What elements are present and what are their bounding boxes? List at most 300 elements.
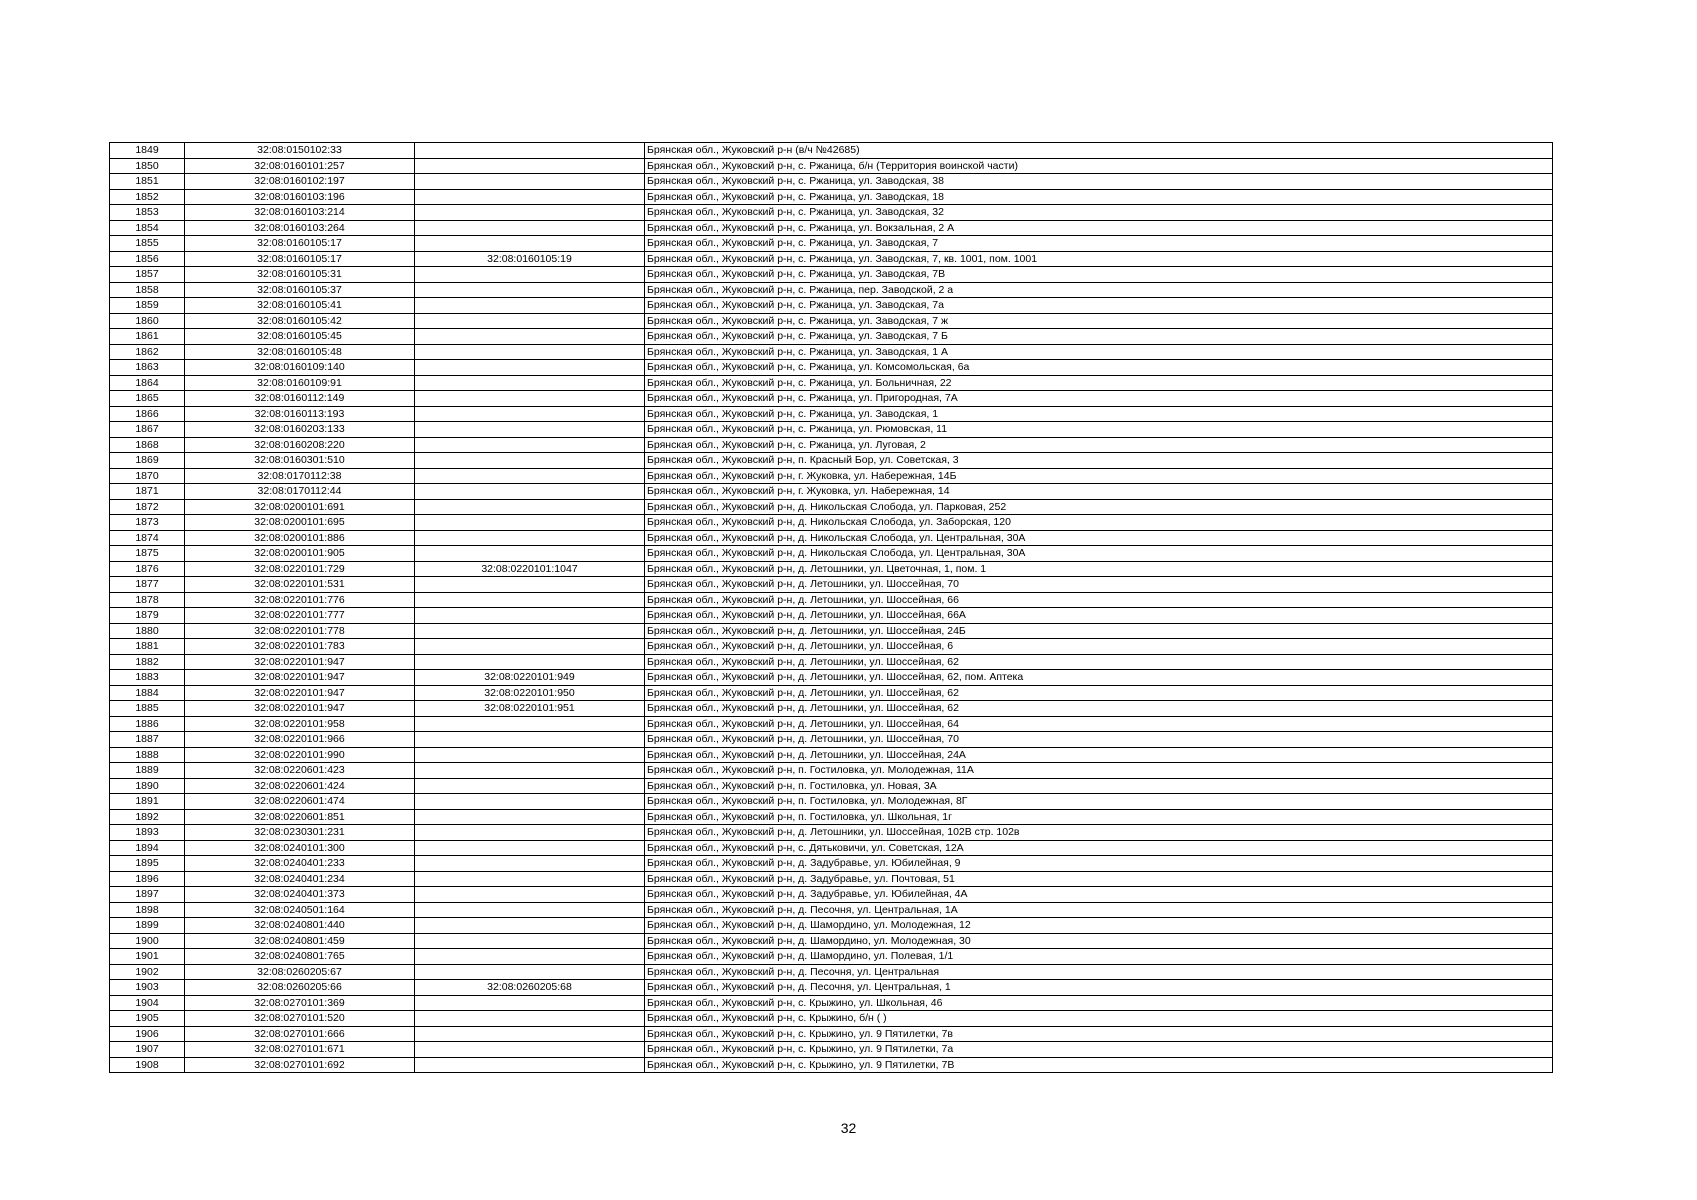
room-cadastral-number-cell bbox=[415, 592, 645, 608]
cadastral-number-cell: 32:08:0160103:214 bbox=[185, 205, 415, 221]
room-cadastral-number-cell bbox=[415, 406, 645, 422]
address-cell: Брянская обл., Жуковский р-н, д. Летошники, ул. Шоссейная, 70 bbox=[645, 732, 1553, 748]
room-cadastral-number-cell bbox=[415, 825, 645, 841]
cadastral-number-cell: 32:08:0160105:37 bbox=[185, 282, 415, 298]
room-cadastral-number-cell bbox=[415, 995, 645, 1011]
row-number-cell: 1864 bbox=[110, 375, 185, 391]
cadastral-number-cell: 32:08:0220101:778 bbox=[185, 623, 415, 639]
address-cell: Брянская обл., Жуковский р-н, д. Летошники, ул. Цветочная, 1, пом. 1 bbox=[645, 561, 1553, 577]
room-cadastral-number-cell bbox=[415, 360, 645, 376]
table-row bbox=[110, 933, 1553, 949]
row-number-cell: 1884 bbox=[110, 685, 185, 701]
table-row bbox=[110, 282, 1553, 298]
address-cell: Брянская обл., Жуковский р-н, с. Крыжино, ул. 9 Пятилетки, 7В bbox=[645, 1057, 1553, 1073]
address-cell: Брянская обл., Жуковский р-н, с. Крыжино, ул. 9 Пятилетки, 7в bbox=[645, 1026, 1553, 1042]
row-number-cell: 1880 bbox=[110, 623, 185, 639]
cadastral-number-cell: 32:08:0220101:947 bbox=[185, 670, 415, 686]
row-number-cell: 1850 bbox=[110, 158, 185, 174]
table-row bbox=[110, 980, 1553, 996]
table-row bbox=[110, 437, 1553, 453]
table-row bbox=[110, 670, 1553, 686]
address-cell: Брянская обл., Жуковский р-н (в/ч №42685) bbox=[645, 143, 1553, 159]
room-cadastral-number-cell bbox=[415, 623, 645, 639]
row-number-cell: 1886 bbox=[110, 716, 185, 732]
room-cadastral-number-cell bbox=[415, 391, 645, 407]
row-number-cell: 1870 bbox=[110, 468, 185, 484]
table-row bbox=[110, 1026, 1553, 1042]
table-row bbox=[110, 484, 1553, 500]
row-number-cell: 1888 bbox=[110, 747, 185, 763]
cadastral-number-cell: 32:08:0220101:776 bbox=[185, 592, 415, 608]
address-cell: Брянская обл., Жуковский р-н, г. Жуковка, ул. Набережная, 14 bbox=[645, 484, 1553, 500]
cadastral-number-cell: 32:08:0220601:474 bbox=[185, 794, 415, 810]
row-number-cell: 1895 bbox=[110, 856, 185, 872]
address-cell: Брянская обл., Жуковский р-н, д. Летошники, ул. Шоссейная, 66 bbox=[645, 592, 1553, 608]
cadastral-number-cell: 32:08:0270101:369 bbox=[185, 995, 415, 1011]
cadastral-number-cell: 32:08:0270101:671 bbox=[185, 1042, 415, 1058]
row-number-cell: 1851 bbox=[110, 174, 185, 190]
row-number-cell: 1853 bbox=[110, 205, 185, 221]
address-cell: Брянская обл., Жуковский р-н, д. Летошники, ул. Шоссейная, 62, пом. Аптека bbox=[645, 670, 1553, 686]
room-cadastral-number-cell bbox=[415, 530, 645, 546]
table-row bbox=[110, 344, 1553, 360]
address-cell: Брянская обл., Жуковский р-н, д. Летошники, ул. Шоссейная, 24Б bbox=[645, 623, 1553, 639]
table-row bbox=[110, 639, 1553, 655]
address-cell: Брянская обл., Жуковский р-н, д. Задубравье, ул. Почтовая, 51 bbox=[645, 871, 1553, 887]
cadastral-number-cell: 32:08:0160105:17 bbox=[185, 236, 415, 252]
table-row bbox=[110, 825, 1553, 841]
address-cell: Брянская обл., Жуковский р-н, д. Задубравье, ул. Юбилейная, 4А bbox=[645, 887, 1553, 903]
table-row bbox=[110, 840, 1553, 856]
cadastral-number-cell: 32:08:0270101:520 bbox=[185, 1011, 415, 1027]
address-cell: Брянская обл., Жуковский р-н, с. Ржаница, б/н (Территория воинской части) bbox=[645, 158, 1553, 174]
table-row bbox=[110, 871, 1553, 887]
room-cadastral-number-cell bbox=[415, 763, 645, 779]
address-cell: Брянская обл., Жуковский р-н, д. Шамордино, ул. Молодежная, 12 bbox=[645, 918, 1553, 934]
cadastral-number-cell: 32:08:0220101:947 bbox=[185, 654, 415, 670]
cadastral-number-cell: 32:08:0160109:91 bbox=[185, 375, 415, 391]
room-cadastral-number-cell bbox=[415, 887, 645, 903]
address-cell: Брянская обл., Жуковский р-н, с. Ржаница, ул. Больничная, 22 bbox=[645, 375, 1553, 391]
cadastral-number-cell: 32:08:0240401:233 bbox=[185, 856, 415, 872]
cadastral-number-cell: 32:08:0220601:424 bbox=[185, 778, 415, 794]
table-row bbox=[110, 174, 1553, 190]
room-cadastral-number-cell: 32:08:0260205:68 bbox=[415, 980, 645, 996]
cadastral-number-cell: 32:08:0220101:958 bbox=[185, 716, 415, 732]
address-cell: Брянская обл., Жуковский р-н, с. Ржаница, ул. Заводская, 7а bbox=[645, 298, 1553, 314]
row-number-cell: 1865 bbox=[110, 391, 185, 407]
cadastral-number-cell: 32:08:0160101:257 bbox=[185, 158, 415, 174]
row-number-cell: 1906 bbox=[110, 1026, 185, 1042]
address-cell: Брянская обл., Жуковский р-н, д. Летошники, ул. Шоссейная, 64 bbox=[645, 716, 1553, 732]
row-number-cell: 1860 bbox=[110, 313, 185, 329]
cadastral-number-cell: 32:08:0200101:905 bbox=[185, 546, 415, 562]
row-number-cell: 1905 bbox=[110, 1011, 185, 1027]
table-row bbox=[110, 499, 1553, 515]
address-cell: Брянская обл., Жуковский р-н, с. Ржаница, ул. Вокзальная, 2 А bbox=[645, 220, 1553, 236]
room-cadastral-number-cell bbox=[415, 639, 645, 655]
row-number-cell: 1892 bbox=[110, 809, 185, 825]
row-number-cell: 1871 bbox=[110, 484, 185, 500]
table-row bbox=[110, 360, 1553, 376]
row-number-cell: 1903 bbox=[110, 980, 185, 996]
table-row bbox=[110, 329, 1553, 345]
address-cell: Брянская обл., Жуковский р-н, п. Гостиловка, ул. Молодежная, 8Г bbox=[645, 794, 1553, 810]
row-number-cell: 1876 bbox=[110, 561, 185, 577]
address-cell: Брянская обл., Жуковский р-н, с. Ржаница, ул. Рюмовская, 11 bbox=[645, 422, 1553, 438]
cadastral-number-cell: 32:08:0260205:67 bbox=[185, 964, 415, 980]
cadastral-number-cell: 32:08:0160105:48 bbox=[185, 344, 415, 360]
table-row bbox=[110, 995, 1553, 1011]
table-row bbox=[110, 887, 1553, 903]
row-number-cell: 1875 bbox=[110, 546, 185, 562]
table-row bbox=[110, 918, 1553, 934]
cadastral-number-cell: 32:08:0200101:691 bbox=[185, 499, 415, 515]
table-row bbox=[110, 716, 1553, 732]
address-cell: Брянская обл., Жуковский р-н, с. Крыжино, б/н ( ) bbox=[645, 1011, 1553, 1027]
address-cell: Брянская обл., Жуковский р-н, п. Гостиловка, ул. Новая, 3А bbox=[645, 778, 1553, 794]
room-cadastral-number-cell: 32:08:0220101:1047 bbox=[415, 561, 645, 577]
room-cadastral-number-cell bbox=[415, 158, 645, 174]
room-cadastral-number-cell bbox=[415, 468, 645, 484]
room-cadastral-number-cell bbox=[415, 964, 645, 980]
table-row bbox=[110, 189, 1553, 205]
cadastral-number-cell: 32:08:0200101:886 bbox=[185, 530, 415, 546]
cadastral-number-cell: 32:08:0160208:220 bbox=[185, 437, 415, 453]
row-number-cell: 1882 bbox=[110, 654, 185, 670]
row-number-cell: 1854 bbox=[110, 220, 185, 236]
table-row bbox=[110, 143, 1553, 159]
address-cell: Брянская обл., Жуковский р-н, с. Крыжино, ул. Школьная, 46 bbox=[645, 995, 1553, 1011]
cadastral-number-cell: 32:08:0200101:695 bbox=[185, 515, 415, 531]
room-cadastral-number-cell bbox=[415, 747, 645, 763]
cadastral-number-cell: 32:08:0220101:966 bbox=[185, 732, 415, 748]
table-row bbox=[110, 964, 1553, 980]
row-number-cell: 1872 bbox=[110, 499, 185, 515]
table-row bbox=[110, 778, 1553, 794]
row-number-cell: 1862 bbox=[110, 344, 185, 360]
table-body bbox=[110, 143, 1553, 1073]
cadastral-number-cell: 32:08:0240801:440 bbox=[185, 918, 415, 934]
address-cell: Брянская обл., Жуковский р-н, д. Никольская Слобода, ул. Центральная, 30А bbox=[645, 546, 1553, 562]
room-cadastral-number-cell bbox=[415, 949, 645, 965]
table-row bbox=[110, 747, 1553, 763]
row-number-cell: 1907 bbox=[110, 1042, 185, 1058]
cadastral-number-cell: 32:08:0270101:666 bbox=[185, 1026, 415, 1042]
address-cell: Брянская обл., Жуковский р-н, с. Дятьковичи, ул. Советская, 12А bbox=[645, 840, 1553, 856]
address-cell: Брянская обл., Жуковский р-н, с. Ржаница, ул. Заводская, 7В bbox=[645, 267, 1553, 283]
row-number-cell: 1900 bbox=[110, 933, 185, 949]
row-number-cell: 1849 bbox=[110, 143, 185, 159]
row-number-cell: 1852 bbox=[110, 189, 185, 205]
row-number-cell: 1898 bbox=[110, 902, 185, 918]
address-cell: Брянская обл., Жуковский р-н, с. Ржаница, ул. Пригородная, 7А bbox=[645, 391, 1553, 407]
room-cadastral-number-cell bbox=[415, 344, 645, 360]
address-cell: Брянская обл., Жуковский р-н, п. Гостиловка, ул. Школьная, 1г bbox=[645, 809, 1553, 825]
room-cadastral-number-cell bbox=[415, 453, 645, 469]
table-row bbox=[110, 794, 1553, 810]
address-cell: Брянская обл., Жуковский р-н, д. Летошники, ул. Шоссейная, 62 bbox=[645, 654, 1553, 670]
address-cell: Брянская обл., Жуковский р-н, д. Летошники, ул. Шоссейная, 62 bbox=[645, 701, 1553, 717]
cadastral-number-cell: 32:08:0160103:196 bbox=[185, 189, 415, 205]
table-row bbox=[110, 809, 1553, 825]
row-number-cell: 1883 bbox=[110, 670, 185, 686]
address-cell: Брянская обл., Жуковский р-н, с. Ржаница, ул. Заводская, 1 bbox=[645, 406, 1553, 422]
table-row bbox=[110, 515, 1553, 531]
cadastral-number-cell: 32:08:0220601:851 bbox=[185, 809, 415, 825]
table-row bbox=[110, 701, 1553, 717]
room-cadastral-number-cell bbox=[415, 298, 645, 314]
cadastral-number-cell: 32:08:0220101:783 bbox=[185, 639, 415, 655]
cadastral-number-cell: 32:08:0160105:41 bbox=[185, 298, 415, 314]
property-table bbox=[109, 142, 1553, 1073]
row-number-cell: 1889 bbox=[110, 763, 185, 779]
cadastral-number-cell: 32:08:0160102:197 bbox=[185, 174, 415, 190]
address-cell: Брянская обл., Жуковский р-н, д. Летошники, ул. Шоссейная, 66А bbox=[645, 608, 1553, 624]
row-number-cell: 1861 bbox=[110, 329, 185, 345]
table-row bbox=[110, 422, 1553, 438]
cadastral-number-cell: 32:08:0160112:149 bbox=[185, 391, 415, 407]
address-cell: Брянская обл., Жуковский р-н, д. Песочня, ул. Центральная, 1 bbox=[645, 980, 1553, 996]
table-row bbox=[110, 949, 1553, 965]
address-cell: Брянская обл., Жуковский р-н, д. Песочня, ул. Центральная bbox=[645, 964, 1553, 980]
address-cell: Брянская обл., Жуковский р-н, д. Летошники, ул. Шоссейная, 70 bbox=[645, 577, 1553, 593]
cadastral-number-cell: 32:08:0160203:133 bbox=[185, 422, 415, 438]
row-number-cell: 1867 bbox=[110, 422, 185, 438]
cadastral-number-cell: 32:08:0230301:231 bbox=[185, 825, 415, 841]
table-row bbox=[110, 406, 1553, 422]
row-number-cell: 1908 bbox=[110, 1057, 185, 1073]
table-row bbox=[110, 856, 1553, 872]
cadastral-number-cell: 32:08:0240401:234 bbox=[185, 871, 415, 887]
row-number-cell: 1868 bbox=[110, 437, 185, 453]
row-number-cell: 1856 bbox=[110, 251, 185, 267]
table-row bbox=[110, 902, 1553, 918]
table-row bbox=[110, 313, 1553, 329]
row-number-cell: 1897 bbox=[110, 887, 185, 903]
cadastral-number-cell: 32:08:0240501:164 bbox=[185, 902, 415, 918]
cadastral-number-cell: 32:08:0160105:45 bbox=[185, 329, 415, 345]
address-cell: Брянская обл., Жуковский р-н, г. Жуковка, ул. Набережная, 14Б bbox=[645, 468, 1553, 484]
room-cadastral-number-cell bbox=[415, 220, 645, 236]
address-cell: Брянская обл., Жуковский р-н, д. Никольская Слобода, ул. Парковая, 252 bbox=[645, 499, 1553, 515]
address-cell: Брянская обл., Жуковский р-н, с. Ржаница, ул. Заводская, 7, кв. 1001, пом. 1001 bbox=[645, 251, 1553, 267]
room-cadastral-number-cell bbox=[415, 499, 645, 515]
table-row bbox=[110, 267, 1553, 283]
address-cell: Брянская обл., Жуковский р-н, д. Никольская Слобода, ул. Заборская, 120 bbox=[645, 515, 1553, 531]
row-number-cell: 1891 bbox=[110, 794, 185, 810]
table-row bbox=[110, 468, 1553, 484]
cadastral-number-cell: 32:08:0220101:531 bbox=[185, 577, 415, 593]
room-cadastral-number-cell bbox=[415, 778, 645, 794]
address-cell: Брянская обл., Жуковский р-н, с. Ржаница, ул. Заводская, 1 А bbox=[645, 344, 1553, 360]
row-number-cell: 1890 bbox=[110, 778, 185, 794]
table-row bbox=[110, 546, 1553, 562]
room-cadastral-number-cell bbox=[415, 1011, 645, 1027]
address-cell: Брянская обл., Жуковский р-н, д. Летошники, ул. Шоссейная, 6 bbox=[645, 639, 1553, 655]
row-number-cell: 1869 bbox=[110, 453, 185, 469]
cadastral-number-cell: 32:08:0220101:729 bbox=[185, 561, 415, 577]
room-cadastral-number-cell bbox=[415, 577, 645, 593]
table-row bbox=[110, 763, 1553, 779]
address-cell: Брянская обл., Жуковский р-н, с. Ржаница, ул. Луговая, 2 bbox=[645, 437, 1553, 453]
cadastral-number-cell: 32:08:0220601:423 bbox=[185, 763, 415, 779]
row-number-cell: 1896 bbox=[110, 871, 185, 887]
row-number-cell: 1893 bbox=[110, 825, 185, 841]
table-row bbox=[110, 391, 1553, 407]
row-number-cell: 1901 bbox=[110, 949, 185, 965]
row-number-cell: 1874 bbox=[110, 530, 185, 546]
table-row bbox=[110, 1057, 1553, 1073]
address-cell: Брянская обл., Жуковский р-н, с. Ржаница, пер. Заводской, 2 а bbox=[645, 282, 1553, 298]
address-cell: Брянская обл., Жуковский р-н, с. Ржаница, ул. Заводская, 38 bbox=[645, 174, 1553, 190]
address-cell: Брянская обл., Жуковский р-н, с. Крыжино, ул. 9 Пятилетки, 7а bbox=[645, 1042, 1553, 1058]
table-row bbox=[110, 1011, 1553, 1027]
cadastral-number-cell: 32:08:0240401:373 bbox=[185, 887, 415, 903]
room-cadastral-number-cell bbox=[415, 484, 645, 500]
room-cadastral-number-cell bbox=[415, 1042, 645, 1058]
row-number-cell: 1866 bbox=[110, 406, 185, 422]
row-number-cell: 1859 bbox=[110, 298, 185, 314]
room-cadastral-number-cell bbox=[415, 933, 645, 949]
row-number-cell: 1899 bbox=[110, 918, 185, 934]
room-cadastral-number-cell bbox=[415, 282, 645, 298]
table-row bbox=[110, 561, 1553, 577]
room-cadastral-number-cell bbox=[415, 189, 645, 205]
row-number-cell: 1877 bbox=[110, 577, 185, 593]
cadastral-number-cell: 32:08:0170112:38 bbox=[185, 468, 415, 484]
cadastral-number-cell: 32:08:0160105:17 bbox=[185, 251, 415, 267]
address-cell: Брянская обл., Жуковский р-н, д. Задубравье, ул. Юбилейная, 9 bbox=[645, 856, 1553, 872]
address-cell: Брянская обл., Жуковский р-н, с. Ржаница, ул. Заводская, 7 Б bbox=[645, 329, 1553, 345]
page-number: 32 bbox=[840, 1120, 857, 1136]
room-cadastral-number-cell bbox=[415, 143, 645, 159]
cadastral-number-cell: 32:08:0220101:947 bbox=[185, 685, 415, 701]
address-cell: Брянская обл., Жуковский р-н, д. Летошники, ул. Шоссейная, 24А bbox=[645, 747, 1553, 763]
room-cadastral-number-cell bbox=[415, 654, 645, 670]
address-cell: Брянская обл., Жуковский р-н, д. Шамордино, ул. Молодежная, 30 bbox=[645, 933, 1553, 949]
room-cadastral-number-cell bbox=[415, 329, 645, 345]
address-cell: Брянская обл., Жуковский р-н, д. Летошники, ул. Шоссейная, 62 bbox=[645, 685, 1553, 701]
room-cadastral-number-cell bbox=[415, 794, 645, 810]
table-row bbox=[110, 654, 1553, 670]
room-cadastral-number-cell bbox=[415, 732, 645, 748]
row-number-cell: 1873 bbox=[110, 515, 185, 531]
room-cadastral-number-cell bbox=[415, 840, 645, 856]
table-row bbox=[110, 592, 1553, 608]
room-cadastral-number-cell bbox=[415, 205, 645, 221]
address-cell: Брянская обл., Жуковский р-н, д. Никольская Слобода, ул. Центральная, 30А bbox=[645, 530, 1553, 546]
address-cell: Брянская обл., Жуковский р-н, с. Ржаница, ул. Заводская, 32 bbox=[645, 205, 1553, 221]
cadastral-number-cell: 32:08:0260205:66 bbox=[185, 980, 415, 996]
cadastral-number-cell: 32:08:0220101:947 bbox=[185, 701, 415, 717]
cadastral-number-cell: 32:08:0220101:777 bbox=[185, 608, 415, 624]
table-row bbox=[110, 685, 1553, 701]
address-cell: Брянская обл., Жуковский р-н, с. Ржаница, ул. Комсомольская, 6а bbox=[645, 360, 1553, 376]
cadastral-number-cell: 32:08:0160105:42 bbox=[185, 313, 415, 329]
room-cadastral-number-cell bbox=[415, 515, 645, 531]
room-cadastral-number-cell bbox=[415, 546, 645, 562]
table-row bbox=[110, 608, 1553, 624]
room-cadastral-number-cell bbox=[415, 375, 645, 391]
cadastral-number-cell: 32:08:0160103:264 bbox=[185, 220, 415, 236]
table-row bbox=[110, 1042, 1553, 1058]
address-cell: Брянская обл., Жуковский р-н, с. Ржаница, ул. Заводская, 7 ж bbox=[645, 313, 1553, 329]
room-cadastral-number-cell: 32:08:0160105:19 bbox=[415, 251, 645, 267]
room-cadastral-number-cell bbox=[415, 809, 645, 825]
table-row bbox=[110, 158, 1553, 174]
cadastral-number-cell: 32:08:0160113:193 bbox=[185, 406, 415, 422]
address-cell: Брянская обл., Жуковский р-н, п. Красный Бор, ул. Советская, 3 bbox=[645, 453, 1553, 469]
table-row bbox=[110, 375, 1553, 391]
row-number-cell: 1881 bbox=[110, 639, 185, 655]
table-row bbox=[110, 251, 1553, 267]
room-cadastral-number-cell bbox=[415, 437, 645, 453]
table-row bbox=[110, 732, 1553, 748]
room-cadastral-number-cell: 32:08:0220101:949 bbox=[415, 670, 645, 686]
cadastral-number-cell: 32:08:0220101:990 bbox=[185, 747, 415, 763]
address-cell: Брянская обл., Жуковский р-н, п. Гостиловка, ул. Молодежная, 11А bbox=[645, 763, 1553, 779]
room-cadastral-number-cell bbox=[415, 422, 645, 438]
room-cadastral-number-cell: 32:08:0220101:951 bbox=[415, 701, 645, 717]
room-cadastral-number-cell bbox=[415, 174, 645, 190]
row-number-cell: 1879 bbox=[110, 608, 185, 624]
room-cadastral-number-cell bbox=[415, 918, 645, 934]
address-cell: Брянская обл., Жуковский р-н, д. Летошники, ул. Шоссейная, 102В стр. 102в bbox=[645, 825, 1553, 841]
cadastral-number-cell: 32:08:0270101:692 bbox=[185, 1057, 415, 1073]
room-cadastral-number-cell bbox=[415, 716, 645, 732]
row-number-cell: 1894 bbox=[110, 840, 185, 856]
room-cadastral-number-cell bbox=[415, 608, 645, 624]
row-number-cell: 1858 bbox=[110, 282, 185, 298]
address-cell: Брянская обл., Жуковский р-н, д. Песочня, ул. Центральная, 1А bbox=[645, 902, 1553, 918]
cadastral-number-cell: 32:08:0160301:510 bbox=[185, 453, 415, 469]
row-number-cell: 1904 bbox=[110, 995, 185, 1011]
room-cadastral-number-cell bbox=[415, 871, 645, 887]
address-cell: Брянская обл., Жуковский р-н, с. Ржаница, ул. Заводская, 18 bbox=[645, 189, 1553, 205]
room-cadastral-number-cell bbox=[415, 1026, 645, 1042]
table-row bbox=[110, 205, 1553, 221]
row-number-cell: 1885 bbox=[110, 701, 185, 717]
cadastral-number-cell: 32:08:0160109:140 bbox=[185, 360, 415, 376]
row-number-cell: 1855 bbox=[110, 236, 185, 252]
row-number-cell: 1878 bbox=[110, 592, 185, 608]
address-cell: Брянская обл., Жуковский р-н, с. Ржаница, ул. Заводская, 7 bbox=[645, 236, 1553, 252]
room-cadastral-number-cell: 32:08:0220101:950 bbox=[415, 685, 645, 701]
row-number-cell: 1887 bbox=[110, 732, 185, 748]
table-row bbox=[110, 453, 1553, 469]
cadastral-number-cell: 32:08:0160105:31 bbox=[185, 267, 415, 283]
row-number-cell: 1902 bbox=[110, 964, 185, 980]
table-row bbox=[110, 623, 1553, 639]
room-cadastral-number-cell bbox=[415, 267, 645, 283]
table-row bbox=[110, 298, 1553, 314]
room-cadastral-number-cell bbox=[415, 1057, 645, 1073]
table-row bbox=[110, 236, 1553, 252]
cadastral-number-cell: 32:08:0240801:459 bbox=[185, 933, 415, 949]
room-cadastral-number-cell bbox=[415, 856, 645, 872]
row-number-cell: 1863 bbox=[110, 360, 185, 376]
room-cadastral-number-cell bbox=[415, 902, 645, 918]
table-row bbox=[110, 530, 1553, 546]
row-number-cell: 1857 bbox=[110, 267, 185, 283]
cadastral-number-cell: 32:08:0240801:765 bbox=[185, 949, 415, 965]
cadastral-number-cell: 32:08:0170112:44 bbox=[185, 484, 415, 500]
table-row bbox=[110, 577, 1553, 593]
cadastral-number-cell: 32:08:0150102:33 bbox=[185, 143, 415, 159]
cadastral-number-cell: 32:08:0240101:300 bbox=[185, 840, 415, 856]
table-row bbox=[110, 220, 1553, 236]
